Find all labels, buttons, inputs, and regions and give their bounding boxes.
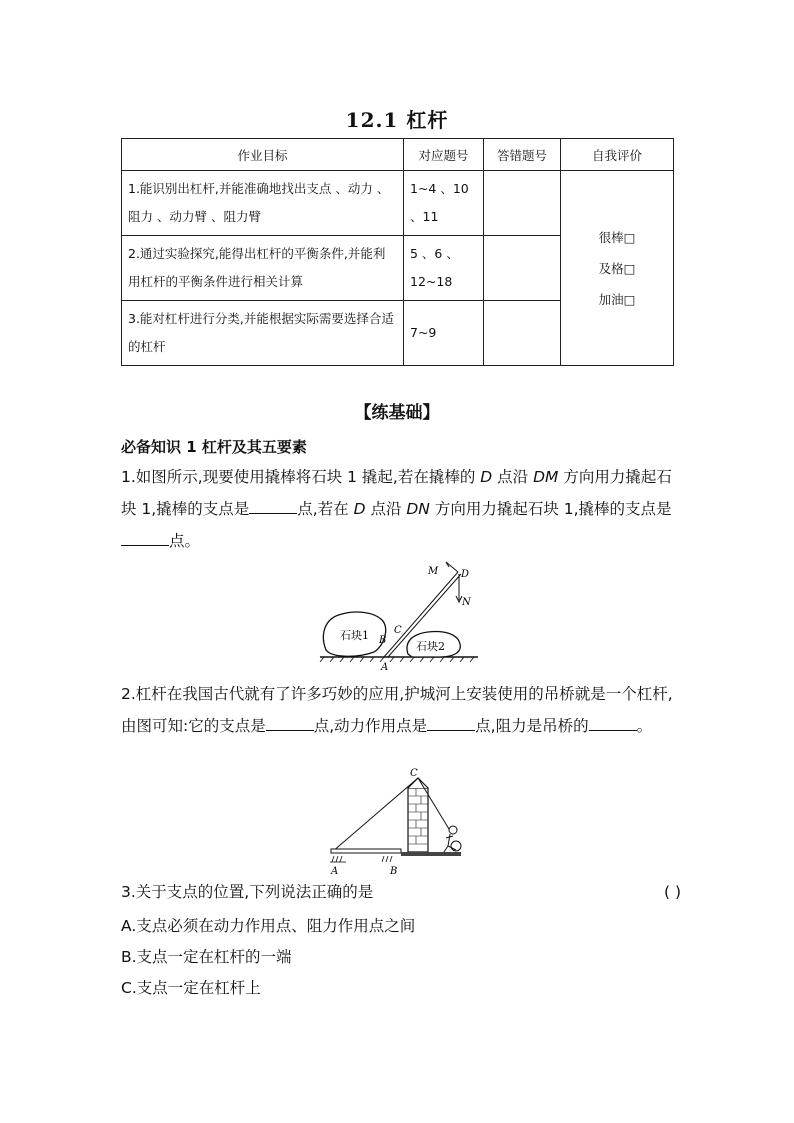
rock-1-label: 石块1 (340, 629, 369, 642)
self-eval-great[interactable]: 很棒□ (598, 229, 636, 245)
question-numbers: 1~4 、10 、11 (404, 171, 484, 236)
wrong-numbers-cell[interactable] (484, 171, 561, 236)
goal-text: 2.通过实验探究,能得出杠杆的平衡条件,并能利用杠杆的平衡条件进行相关计算 (122, 236, 404, 301)
q1-text: 点。 (169, 532, 201, 550)
bridge-deck (331, 849, 401, 853)
point-a-label: A (331, 866, 339, 877)
knowledge-point-heading: 必备知识 1 杠杆及其五要素 (121, 438, 307, 456)
q1-text: 点沿 (492, 468, 534, 486)
answer-blank[interactable] (266, 716, 314, 731)
q2-text: 2.杠杆在我国古代就有了许多巧妙的应用,护城河上安装使用的吊桥就是一个杠杆,由图可知:它的支点是 (121, 685, 673, 735)
answer-parentheses[interactable]: ( ) (663, 883, 681, 901)
crowbar-figure (318, 560, 488, 675)
q3-stem: 3.关于支点的位置,下列说法正确的是 (121, 883, 374, 901)
rock-2-label: 石块2 (416, 640, 445, 653)
drawbridge-figure (326, 766, 466, 878)
q1-text: 方向用力撬起石块 1,撬棒的支点是 (429, 500, 672, 518)
table-header: 答错题号 (484, 139, 561, 171)
q1-text: 点,若在 (297, 500, 354, 518)
point-n-label: N (462, 597, 471, 608)
self-eval-try[interactable]: 加油□ (598, 291, 636, 307)
point-b-label: B (379, 635, 387, 646)
page-title: 12.1 杠杆 (345, 108, 449, 132)
question-numbers: 7~9 (404, 301, 484, 366)
goal-text: 3.能对杠杆进行分类,并能根据实际需要选择合适的杠杆 (122, 301, 404, 366)
point-c-label: C (394, 625, 402, 636)
table-header-row (122, 139, 674, 171)
q1-var: DM (533, 468, 559, 486)
q2-text: 。 (636, 717, 653, 735)
point-d-label: D (461, 569, 470, 580)
q1-text: 方向用力撬起石块 1,撬棒的支点是 (121, 468, 672, 518)
answer-blank[interactable] (121, 531, 169, 546)
wrong-numbers-cell[interactable] (484, 236, 561, 301)
q1-var: DN (406, 500, 430, 518)
answer-blank[interactable] (589, 716, 637, 731)
table-row (122, 171, 674, 236)
question-3 (121, 876, 681, 908)
table-header: 对应题号 (404, 139, 484, 171)
option-c[interactable]: C.支点一定在杠杆上 (121, 979, 261, 997)
question-2 (121, 678, 681, 742)
answer-blank[interactable] (249, 499, 297, 514)
question-1 (121, 461, 681, 557)
q1-text: 1.如图所示,现要使用撬棒将石块 1 撬起,若在撬棒的 (121, 468, 481, 486)
point-m-label: M (428, 566, 439, 577)
q2-text: 点,动力作用点是 (313, 717, 428, 735)
point-b-label: B (390, 866, 398, 877)
wrong-numbers-cell[interactable] (484, 301, 561, 366)
self-eval-cell (561, 171, 674, 366)
q1-text: 点沿 (365, 500, 407, 518)
goals-table (121, 138, 674, 366)
option-a[interactable]: A.支点必须在动力作用点、阻力作用点之间 (121, 917, 416, 935)
q1-var: D (353, 500, 366, 518)
section-title: 【练基础】 (354, 403, 440, 423)
table-header: 自我评价 (561, 139, 674, 171)
q2-text: 点,阻力是吊桥的 (475, 717, 589, 735)
ground (401, 852, 461, 856)
option-b[interactable]: B.支点一定在杠杆的一端 (121, 948, 292, 966)
answer-blank[interactable] (427, 716, 475, 731)
q1-var: D (480, 468, 493, 486)
point-a-label: A (381, 662, 389, 673)
question-numbers: 5 、6 、12~18 (404, 236, 484, 301)
point-c-label: C (410, 768, 418, 779)
table-header: 作业目标 (122, 139, 404, 171)
goal-text: 1.能识别出杠杆,并能准确地找出支点 、动力 、阻力 、动力臂 、阻力臂 (122, 171, 404, 236)
self-eval-pass[interactable]: 及格□ (598, 260, 636, 276)
